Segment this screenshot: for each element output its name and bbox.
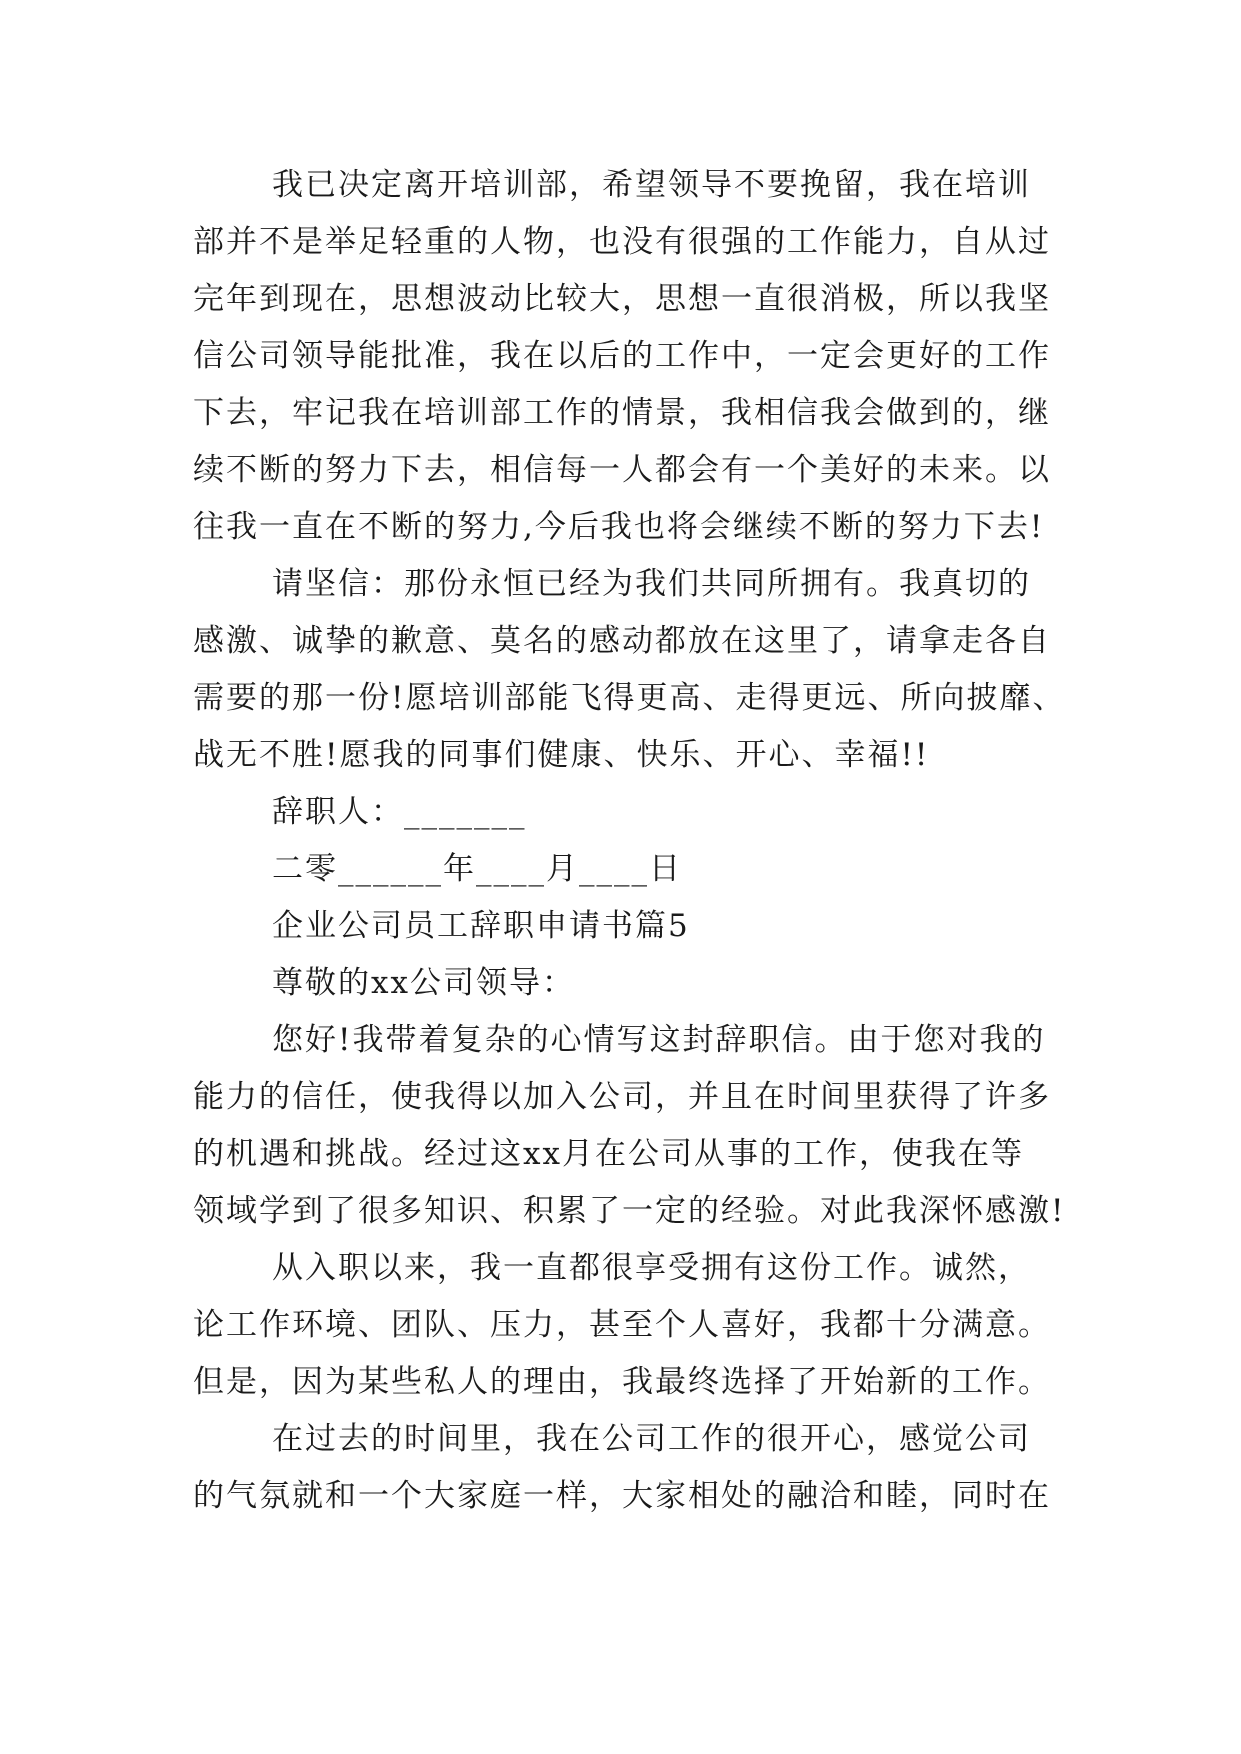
text-line: 论工作环境、团队、压力，甚至个人喜好，我都十分满意。	[193, 1307, 1051, 1343]
text-line: 请坚信：那份永恒已经为我们共同所拥有。我真切的	[272, 566, 1031, 602]
text-line: 部并不是举足轻重的人物，也没有很强的工作能力，自从过	[193, 224, 1051, 260]
text-line: 领域学到了很多知识、积累了一定的经验。对此我深怀感激!	[193, 1193, 1066, 1229]
text-line: 感激、诚挚的歉意、莫名的感动都放在这里了，请拿走各自	[193, 623, 1051, 659]
text-line: 往我一直在不断的努力,今后我也将会继续不断的努力下去!	[193, 509, 1045, 545]
text-line: 战无不胜!愿我的同事们健康、快乐、开心、幸福!!	[193, 737, 930, 773]
text-line: 需要的那一份!愿培训部能飞得更高、走得更远、所向披靡、	[193, 680, 1066, 716]
text-line: 续不断的努力下去，相信每一人都会有一个美好的未来。以	[193, 452, 1051, 488]
text-line: 从入职以来，我一直都很享受拥有这份工作。诚然，	[272, 1250, 1031, 1286]
text-line: 但是，因为某些私人的理由，我最终选择了开始新的工作。	[193, 1364, 1051, 1400]
section-title: 企业公司员工辞职申请书篇5	[272, 908, 690, 944]
text-line: 完年到现在，思想波动比较大，思想一直很消极，所以我坚	[193, 281, 1051, 317]
signature-line: 辞职人：_______	[272, 794, 527, 830]
text-line: 您好!我带着复杂的心情写这封辞职信。由于您对我的	[272, 1022, 1046, 1058]
text-line: 能力的信任，使我得以加入公司，并且在时间里获得了许多	[193, 1079, 1051, 1115]
text-line: 的机遇和挑战。经过这xx月在公司从事的工作，使我在等	[193, 1136, 1024, 1172]
date-line: 二零______年____月____日	[272, 851, 682, 887]
text-line: 信公司领导能批准，我在以后的工作中，一定会更好的工作	[193, 338, 1051, 374]
text-line: 在过去的时间里，我在公司工作的很开心，感觉公司	[272, 1421, 1031, 1457]
text-line: 下去，牢记我在培训部工作的情景，我相信我会做到的，继	[193, 395, 1051, 431]
text-line: 的气氛就和一个大家庭一样，大家相处的融洽和睦，同时在	[193, 1478, 1051, 1514]
text-line: 我已决定离开培训部，希望领导不要挽留，我在培训	[272, 167, 1031, 203]
salutation: 尊敬的xx公司领导：	[272, 965, 575, 1001]
